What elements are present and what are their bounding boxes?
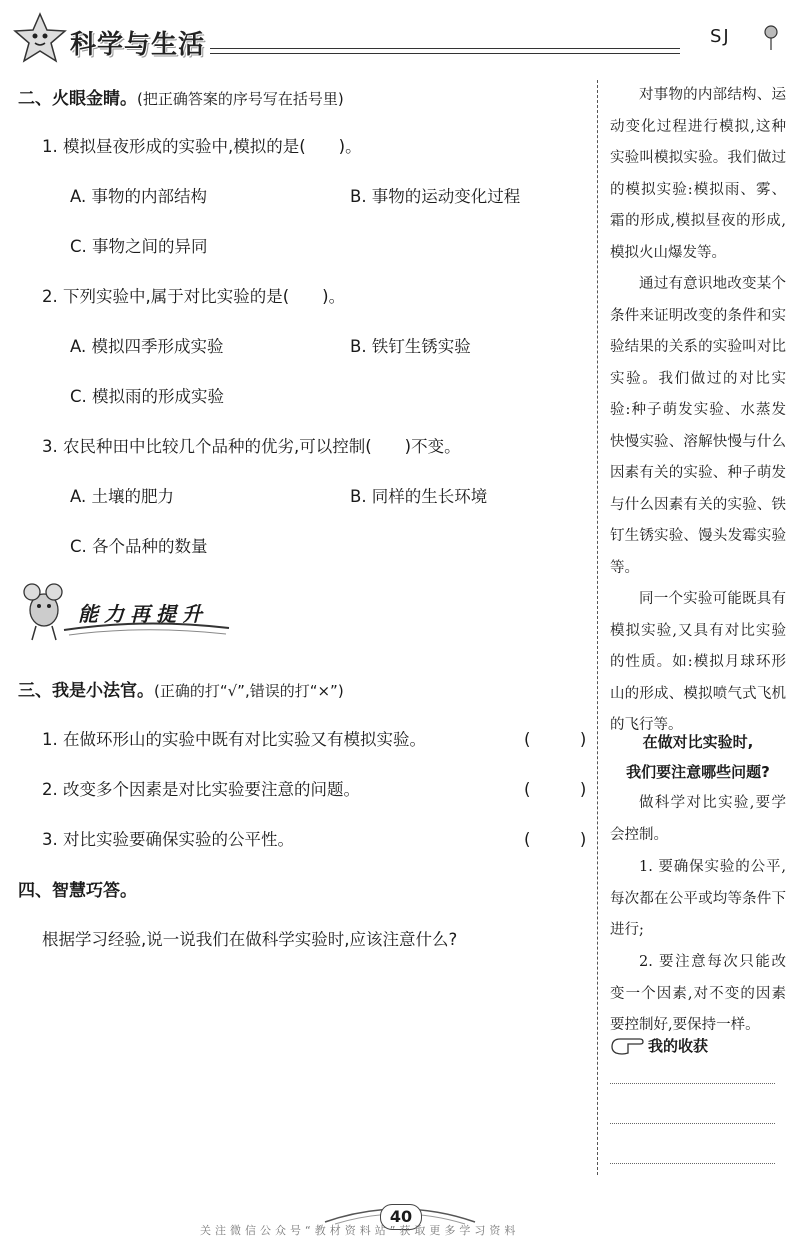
header-rule-thin (210, 53, 680, 54)
section-2-note: (把正确答案的序号写在括号里) (137, 90, 344, 108)
q3-option-c[interactable]: C. 各个品种的数量 (70, 537, 208, 556)
section-title-3 (18, 676, 344, 701)
sidebar-heading-line-2: 我们要注意哪些问题? (626, 763, 770, 781)
my-gains-label: 我的收获 (648, 1037, 709, 1055)
judge-answer-3[interactable]: ( ) (524, 830, 587, 849)
star-mascot-icon (12, 12, 68, 64)
sidebar-paragraph-1: 对事物的内部结构、运动变化过程进行模拟,这种实验叫模拟实验。我们做过的模拟实验:模拟雨、雾、霜的形成,模拟昼夜的形成,模拟火山爆发等。 (610, 87, 786, 261)
section-3-note: (正确的打“√”,错误的打“×”) (154, 682, 344, 700)
sidebar-paragraph-3: 同一个实验可能既具有模拟实验,又具有对比实验的性质。如:模拟月球环形山的形成、模拟喷气式飞机的飞行等。 (610, 591, 786, 733)
judge-item-2: 2. 改变多个因素是对比实验要注意的问题。 (42, 780, 360, 799)
footer-caption: 关注微信公众号“教材资料站”获取更多学习资料 (200, 1224, 520, 1237)
page-footer (0, 1196, 800, 1236)
sidebar-paragraph-5: 1. 要确保实验的公平,每次都在公平或均等条件下进行; (610, 859, 786, 938)
q1-option-a[interactable]: A. 事物的内部结构 (70, 187, 207, 206)
q1-option-b[interactable]: B. 事物的运动变化过程 (350, 187, 521, 206)
q2-option-a[interactable]: A. 模拟四季形成实验 (70, 337, 224, 356)
question-1: 1. 模拟昼夜形成的实验中,模拟的是( )。 (42, 137, 362, 156)
sidebar-notes (597, 80, 788, 1175)
question-2: 2. 下列实验中,属于对比实验的是( )。 (42, 287, 346, 306)
page-number: 40 (380, 1204, 422, 1230)
sidebar-paragraph-2: 通过有意识地改变某个条件来证明改变的条件和实验结果的关系的实验叫对比实验。我们做过的对比实验:种子萌发实验、水蒸发快慢实验、溶解快慢与什么因素有关的实验、种子萌发与什么因素有关的实验、铁钉生锈实验、馒头发霉实验等。 (610, 276, 786, 576)
pointing-hand-icon (610, 1035, 644, 1057)
section-title-2 (18, 84, 344, 109)
sidebar-paragraph-6: 2. 要注意每次只能改变一个因素,对不变的因素要控制好,要保持一样。 (610, 954, 786, 1033)
q1-option-c[interactable]: C. 事物之间的异同 (70, 237, 208, 256)
answer-line-2[interactable] (610, 1123, 775, 1124)
answer-line-1[interactable] (610, 1083, 775, 1084)
brand-title: 科学与生活 (70, 30, 206, 60)
answer-line-3[interactable] (610, 1163, 775, 1164)
banner-label: 能力再提升 (78, 602, 208, 626)
page-header (0, 0, 800, 70)
section-3-heading: 三、我是小法官。 (18, 681, 154, 701)
judge-answer-2[interactable]: ( ) (524, 780, 587, 799)
header-rule (210, 48, 680, 49)
section-title-4: 四、智慧巧答。 (18, 881, 137, 901)
open-question: 根据学习经验,说一说我们在做科学实验时,应该注意什么? (42, 930, 458, 949)
q3-option-a[interactable]: A. 土壤的肥力 (70, 487, 174, 506)
section-2-heading: 二、火眼金睛。 (18, 89, 137, 109)
edition-label: SJ (710, 26, 731, 47)
pin-icon (760, 22, 782, 52)
q2-option-c[interactable]: C. 模拟雨的形成实验 (70, 387, 225, 406)
q2-option-b[interactable]: B. 铁钉生锈实验 (350, 337, 471, 356)
judge-answer-1[interactable]: ( ) (524, 730, 587, 749)
judge-item-1: 1. 在做环形山的实验中既有对比实验又有模拟实验。 (42, 730, 426, 749)
q3-option-b[interactable]: B. 同样的生长环境 (350, 487, 488, 506)
sidebar-paragraph-4: 做科学对比实验,要学会控制。 (610, 795, 786, 843)
question-3: 3. 农民种田中比较几个品种的优劣,可以控制( )不变。 (42, 437, 461, 456)
judge-item-3: 3. 对比实验要确保实验的公平性。 (42, 830, 294, 849)
sidebar-heading-line-1: 在做对比实验时, (642, 733, 754, 751)
